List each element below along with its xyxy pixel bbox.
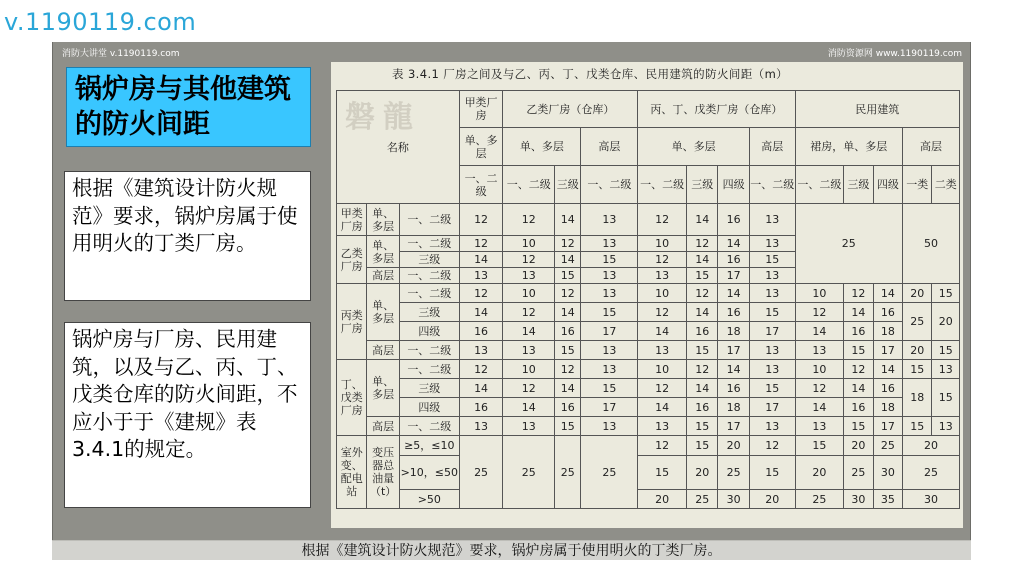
table-row	[337, 417, 960, 436]
value-cell: 13	[581, 341, 638, 360]
value-cell: 12	[638, 436, 687, 456]
row-label: 变压器总油量（t）	[367, 436, 399, 509]
value-cell: 17	[873, 417, 902, 436]
value-cell: 16	[687, 322, 718, 341]
value-cell: 16	[555, 398, 581, 417]
value-cell: 12	[795, 303, 844, 322]
value-cell: 14	[718, 284, 749, 303]
value-cell: 25	[903, 456, 960, 490]
header-left-text: 消防大讲堂 v.1190119.com	[62, 49, 180, 59]
value-cell: 10	[795, 360, 844, 379]
grade-cell: 一、二级	[581, 166, 638, 204]
note-distance-rule: 锅炉房与厂房、民用建筑，以及与乙、丙、丁、戊类仓库的防火间距，不应小于于《建规》表3.4.1的规定。	[64, 322, 311, 508]
value-cell: 18	[718, 322, 749, 341]
grade-cell: 一、二级	[638, 166, 687, 204]
value-cell: 18	[718, 398, 749, 417]
value-cell: 20	[718, 436, 749, 456]
value-cell: 17	[718, 417, 749, 436]
row-label: 单、多层	[367, 236, 399, 268]
sub-bing-high: 高层	[749, 128, 795, 166]
fire-distance-table	[336, 90, 960, 509]
value-cell: 12	[459, 360, 503, 379]
value-cell: 12	[555, 236, 581, 252]
value-cell: 13	[503, 341, 555, 360]
value-cell: 16	[718, 252, 749, 268]
value-cell: 13	[581, 236, 638, 252]
value-cell: 13	[503, 268, 555, 284]
table-row	[337, 436, 960, 456]
value-cell: 15	[932, 379, 960, 417]
value-cell: 14	[503, 322, 555, 341]
value-cell: 25	[795, 204, 903, 284]
value-cell: 15	[638, 456, 687, 490]
row-label: 单、多层	[367, 360, 399, 417]
row-label: 一、二级	[399, 268, 459, 284]
value-cell: 10	[503, 360, 555, 379]
value-cell: 13	[459, 417, 503, 436]
value-cell: 12	[795, 379, 844, 398]
value-cell: 25	[503, 436, 555, 509]
row-label: 丙类厂房	[337, 284, 367, 360]
row-label: 室外变、配电站	[337, 436, 367, 509]
row-label: 高层	[367, 268, 399, 284]
grade-cell: 三级	[555, 166, 581, 204]
value-cell: 14	[555, 252, 581, 268]
value-cell: 14	[459, 379, 503, 398]
value-cell: 13	[932, 360, 960, 379]
value-cell: 13	[795, 417, 844, 436]
value-cell: 14	[795, 398, 844, 417]
grade-cell: 一、二级	[459, 166, 503, 204]
value-cell: 15	[932, 341, 960, 360]
value-cell: 35	[873, 490, 902, 509]
value-cell: 30	[718, 490, 749, 509]
row-label: >50	[399, 490, 459, 509]
sub-civil-floors: 裙房，单、多层	[795, 128, 903, 166]
value-cell: 16	[844, 398, 873, 417]
value-cell: 18	[903, 379, 932, 417]
value-cell: 13	[932, 417, 960, 436]
grade-cell: 一、二级	[503, 166, 555, 204]
value-cell: 50	[903, 204, 960, 284]
value-cell: 17	[718, 268, 749, 284]
footer-caption: 根据《建筑设计防火规范》要求，锅炉房属于使用明火的丁类厂房。	[52, 540, 971, 560]
value-cell: 16	[459, 398, 503, 417]
table-row	[337, 398, 960, 417]
value-cell: 15	[749, 303, 795, 322]
header-name-cell: 名称	[337, 91, 460, 204]
value-cell: 20	[903, 284, 932, 303]
value-cell: 14	[718, 360, 749, 379]
value-cell: 14	[687, 252, 718, 268]
value-cell: 14	[687, 303, 718, 322]
value-cell: 17	[749, 322, 795, 341]
value-cell: 16	[718, 379, 749, 398]
value-cell: 17	[873, 341, 902, 360]
value-cell: 18	[873, 398, 902, 417]
value-cell: 12	[555, 284, 581, 303]
row-label: 三级	[399, 379, 459, 398]
value-cell: 14	[844, 303, 873, 322]
row-label: ≥5，≤10	[399, 436, 459, 456]
value-cell: 25	[459, 436, 503, 509]
value-cell: 25	[873, 436, 902, 456]
value-cell: 16	[873, 303, 902, 322]
slide-title: 锅炉房与其他建筑的防火间距	[66, 67, 311, 147]
table-row	[337, 379, 960, 398]
header-jia: 甲类厂房	[459, 91, 503, 128]
value-cell: 30	[844, 490, 873, 509]
row-label: 一、二级	[399, 417, 459, 436]
table-row	[337, 284, 960, 303]
table-row	[337, 360, 960, 379]
value-cell: 15	[844, 417, 873, 436]
value-cell: 10	[503, 236, 555, 252]
value-cell: 13	[749, 341, 795, 360]
value-cell: 20	[932, 303, 960, 341]
value-cell: 12	[555, 360, 581, 379]
row-label: 甲类厂房	[337, 204, 367, 236]
value-cell: 13	[749, 360, 795, 379]
value-cell: 17	[581, 322, 638, 341]
value-cell: 25	[687, 490, 718, 509]
value-cell: 14	[795, 322, 844, 341]
row-label: 乙类厂房	[337, 236, 367, 284]
note-boiler-class: 根据《建筑设计防火规范》要求，锅炉房属于使用明火的丁类厂房。	[64, 171, 311, 301]
value-cell: 20	[903, 436, 960, 456]
value-cell: 20	[638, 490, 687, 509]
table-row	[337, 456, 960, 490]
value-cell: 15	[581, 303, 638, 322]
value-cell: 15	[687, 436, 718, 456]
value-cell: 15	[932, 284, 960, 303]
value-cell: 12	[687, 284, 718, 303]
value-cell: 13	[638, 417, 687, 436]
value-cell: 14	[459, 252, 503, 268]
value-cell: 12	[687, 360, 718, 379]
value-cell: 15	[687, 417, 718, 436]
value-cell: 14	[555, 379, 581, 398]
value-cell: 12	[844, 284, 873, 303]
row-label: 单、多层	[367, 284, 399, 341]
value-cell: 16	[844, 322, 873, 341]
value-cell: 15	[555, 268, 581, 284]
value-cell: 14	[687, 204, 718, 236]
value-cell: 13	[749, 236, 795, 252]
value-cell: 14	[503, 398, 555, 417]
value-cell: 25	[844, 456, 873, 490]
value-cell: 14	[873, 360, 902, 379]
row-label: 三级	[399, 303, 459, 322]
value-cell: 13	[749, 417, 795, 436]
value-cell: 10	[638, 236, 687, 252]
value-cell: 15	[795, 436, 844, 456]
value-cell: 15	[903, 417, 932, 436]
grade-cell: 一、二级	[795, 166, 844, 204]
value-cell: 15	[749, 252, 795, 268]
value-cell: 13	[795, 341, 844, 360]
value-cell: 17	[581, 398, 638, 417]
grade-cell: 一类	[903, 166, 932, 204]
sub-civil-high: 高层	[903, 128, 960, 166]
value-cell: 14	[638, 322, 687, 341]
row-label: 丁、戊类厂房	[337, 360, 367, 436]
value-cell: 16	[687, 398, 718, 417]
value-cell: 13	[749, 268, 795, 284]
value-cell: 20	[903, 341, 932, 360]
value-cell: 15	[581, 379, 638, 398]
value-cell: 14	[718, 236, 749, 252]
value-cell: 14	[459, 303, 503, 322]
value-cell: 17	[718, 341, 749, 360]
grade-cell: 三级	[687, 166, 718, 204]
site-watermark: v.1190119.com	[4, 8, 197, 36]
row-label: 一、二级	[399, 341, 459, 360]
value-cell: 15	[555, 417, 581, 436]
value-cell: 15	[903, 360, 932, 379]
value-cell: 30	[903, 490, 960, 509]
value-cell: 13	[749, 204, 795, 236]
value-cell: 25	[795, 490, 844, 509]
value-cell: 10	[638, 360, 687, 379]
value-cell: 14	[873, 284, 902, 303]
row-label: 一、二级	[399, 236, 459, 252]
sub-bing-floors: 单、多层	[638, 128, 750, 166]
value-cell: 13	[581, 417, 638, 436]
sub-yi-high: 高层	[581, 128, 638, 166]
value-cell: 13	[459, 341, 503, 360]
value-cell: 13	[581, 284, 638, 303]
value-cell: 12	[638, 379, 687, 398]
grade-cell: 三级	[844, 166, 873, 204]
value-cell: 12	[503, 252, 555, 268]
value-cell: 14	[555, 204, 581, 236]
row-label: 四级	[399, 398, 459, 417]
value-cell: 16	[873, 379, 902, 398]
value-cell: 15	[844, 341, 873, 360]
table-row	[337, 322, 960, 341]
sub-jia-floors: 单、多层	[459, 128, 503, 166]
value-cell: 15	[749, 456, 795, 490]
value-cell: 12	[638, 252, 687, 268]
grade-cell: 一、二级	[749, 166, 795, 204]
value-cell: 10	[503, 284, 555, 303]
value-cell: 20	[795, 456, 844, 490]
value-cell: 30	[873, 456, 902, 490]
value-cell: 14	[555, 303, 581, 322]
table-row	[337, 341, 960, 360]
grade-cell: 四级	[718, 166, 749, 204]
row-label: >10，≤50	[399, 456, 459, 490]
value-cell: 18	[873, 322, 902, 341]
value-cell: 12	[749, 436, 795, 456]
row-label: 三级	[399, 252, 459, 268]
value-cell: 12	[459, 204, 503, 236]
value-cell: 20	[749, 490, 795, 509]
value-cell: 25	[555, 436, 581, 509]
value-cell: 13	[638, 268, 687, 284]
table-row	[337, 204, 960, 236]
value-cell: 13	[638, 341, 687, 360]
row-label: 单、多层	[367, 204, 399, 236]
row-label: 四级	[399, 322, 459, 341]
value-cell: 12	[459, 284, 503, 303]
value-cell: 13	[459, 268, 503, 284]
value-cell: 13	[749, 284, 795, 303]
value-cell: 16	[459, 322, 503, 341]
value-cell: 14	[638, 398, 687, 417]
value-cell: 12	[459, 236, 503, 252]
value-cell: 14	[844, 379, 873, 398]
value-cell: 12	[638, 204, 687, 236]
value-cell: 25	[903, 303, 932, 341]
header-bing-ding-wu: 丙、丁、戊类厂房（仓库）	[638, 91, 795, 128]
value-cell: 10	[795, 284, 844, 303]
value-cell: 20	[844, 436, 873, 456]
value-cell: 12	[687, 236, 718, 252]
value-cell: 13	[581, 268, 638, 284]
header-civil: 民用建筑	[795, 91, 959, 128]
value-cell: 12	[503, 303, 555, 322]
value-cell: 16	[718, 204, 749, 236]
value-cell: 15	[687, 341, 718, 360]
row-label: 高层	[367, 341, 399, 360]
value-cell: 16	[555, 322, 581, 341]
value-cell: 12	[503, 204, 555, 236]
value-cell: 13	[581, 360, 638, 379]
value-cell: 14	[687, 379, 718, 398]
sub-yi-floors: 单、多层	[503, 128, 581, 166]
value-cell: 17	[749, 398, 795, 417]
value-cell: 15	[687, 268, 718, 284]
value-cell: 12	[844, 360, 873, 379]
table-header-row	[337, 91, 960, 128]
value-cell: 16	[718, 303, 749, 322]
row-label: 高层	[367, 417, 399, 436]
value-cell: 15	[749, 379, 795, 398]
value-cell: 25	[581, 436, 638, 509]
table-row	[337, 303, 960, 322]
grade-cell: 四级	[873, 166, 902, 204]
row-label: 一、二级	[399, 204, 459, 236]
value-cell: 25	[718, 456, 749, 490]
header-right-text: 消防资源网 www.1190119.com	[827, 49, 962, 59]
row-label: 一、二级	[399, 284, 459, 303]
table-row	[337, 490, 960, 509]
value-cell: 12	[503, 379, 555, 398]
seal-watermark: 磐龍	[345, 100, 421, 135]
value-cell: 15	[555, 341, 581, 360]
value-cell: 13	[503, 417, 555, 436]
header-yi: 乙类厂房（仓库）	[503, 91, 638, 128]
value-cell: 20	[687, 456, 718, 490]
row-label: 一、二级	[399, 360, 459, 379]
table-caption: 表 3.4.1 厂房之间及与乙、丙、丁、戊类仓库、民用建筑的防火间距（m）	[392, 67, 789, 81]
value-cell: 10	[638, 284, 687, 303]
value-cell: 13	[581, 204, 638, 236]
value-cell: 15	[581, 252, 638, 268]
value-cell: 12	[638, 303, 687, 322]
grade-cell: 二类	[932, 166, 960, 204]
